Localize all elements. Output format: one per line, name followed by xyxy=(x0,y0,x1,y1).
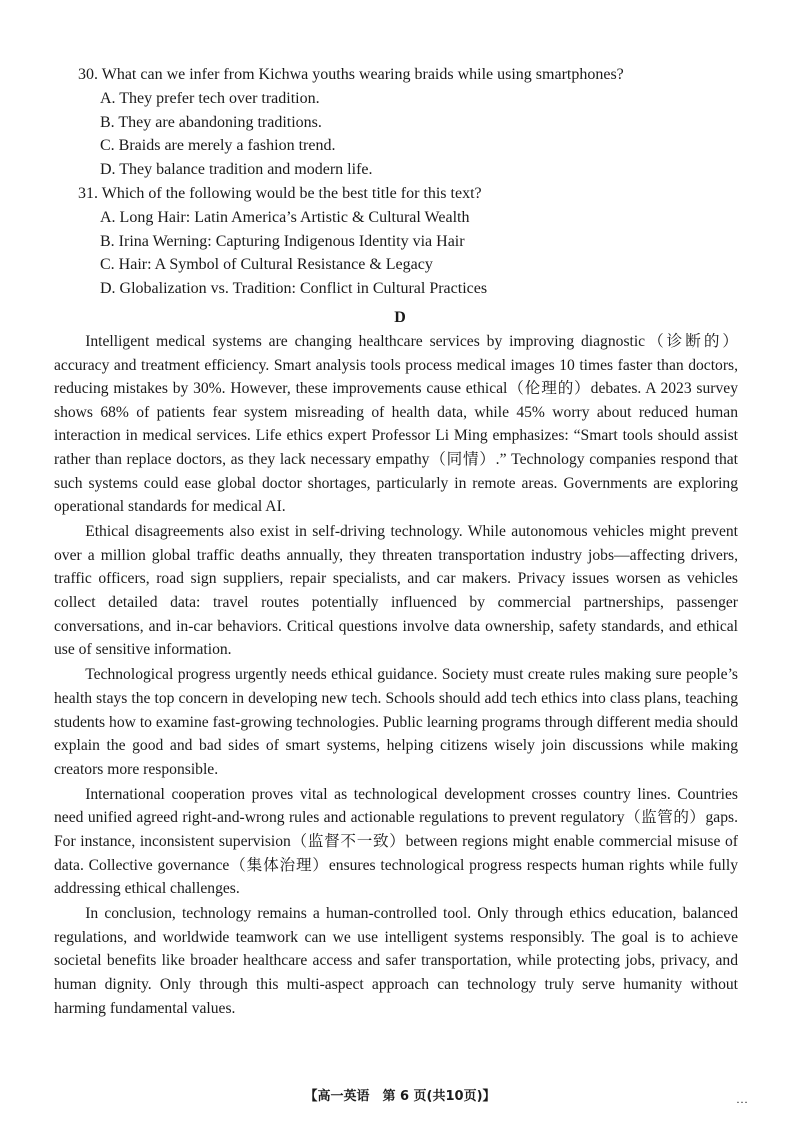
option-b: B. They are abandoning traditions. xyxy=(100,113,322,131)
option-d: D. They balance tradition and modern life. xyxy=(100,161,373,179)
section-heading: D xyxy=(394,309,406,326)
passage-paragraph: In conclusion, technology remains a human-controlled tool. Only through ethics education, balanced regulations, and worldwide teamwork can we use intelligent systems responsibly. The goal is to achieve societal benefits like broader healthcare access and safer transportation, while protecting jobs, privacy, and human dignity. Only through this multi-aspect approach can technology truly serve humanity without harming fundamental values. xyxy=(54,905,738,1017)
option-c: C. Hair: A Symbol of Cultural Resistance & Legacy xyxy=(100,256,433,274)
corner-mark: … xyxy=(736,1092,748,1106)
passage-paragraph: Ethical disagreements also exist in self-driving technology. While autonomous vehicles might prevent over a million global traffic deaths annually, they threaten transportation industry jobs—affecting drivers, traffic officers, road sign suppliers, repair specialists, and car makers. Privacy issues worsen as vehicles collect detailed data: travel routes potentially influenced by commercial partnerships, passenger conversations, and in-car behaviors. Critical questions involve data ownership, safety standards, and ethical use of sensitive information. xyxy=(54,523,738,659)
question-stem: 30. What can we infer from Kichwa youths wearing braids while using smartphones? xyxy=(78,66,624,83)
passage-paragraph: International cooperation proves vital as technological development crosses country lines. Countries need unified agreed right-and-wrong rules and actionable regulations to prevent regulatory（监管的）gaps. For instance, inconsistent supervision（监督不一致）between regions might enable commercial misuse of data. Collective governance（集体治理）ensures technological progress respects human rights while fully addressing ethical challenges. xyxy=(54,785,738,898)
question-31 xyxy=(78,182,758,301)
question-block xyxy=(78,63,758,301)
question-stem: 31. Which of the following would be the best title for this text? xyxy=(78,184,482,202)
reading-passage xyxy=(54,330,738,1022)
option-b: B. Irina Werning: Capturing Indigenous Identity via Hair xyxy=(100,232,465,250)
question-30 xyxy=(78,63,758,182)
passage-paragraph: Technological progress urgently needs ethical guidance. Society must create rules making sure people’s health stays the top concern in developing new tech. Schools should add tech ethics into class plans, teaching students how to examine fast-growing technologies. Public learning programs through different media should explain the good and bad sides of smart systems, helping citizens wisely join discussions while making creators more responsible. xyxy=(54,666,738,778)
option-a: A. Long Hair: Latin America’s Artistic & Cultural Wealth xyxy=(100,208,470,226)
option-d: D. Globalization vs. Tradition: Conflict in Cultural Practices xyxy=(100,280,488,298)
option-c: C. Braids are merely a fashion trend. xyxy=(100,137,336,155)
page-footer: 【高一英语 第 6 页(共10页)】 xyxy=(304,1089,496,1104)
option-a: A. They prefer tech over tradition. xyxy=(100,89,320,107)
passage-paragraph: Intelligent medical systems are changing healthcare services by improving diagnostic（诊断的）accuracy and treatment efficiency. Smart analysis tools process medical images 10 times faster than doctors, reducing mistakes by 30%. However, these improvements cause ethical（伦理的）debates. A 2023 survey shows 68% of patients fear system misreading of health data, while 45% worry about reduced human interaction in medical services. Life ethics expert Professor Li Ming emphasizes: “Smart tools should assist rather than replace doctors, as they lack necessary empathy（同情）.” Technology companies respond that such systems could ease global doctor shortages, particularly in remote areas. Governments are exploring operational standards for medical AI. xyxy=(54,333,738,516)
